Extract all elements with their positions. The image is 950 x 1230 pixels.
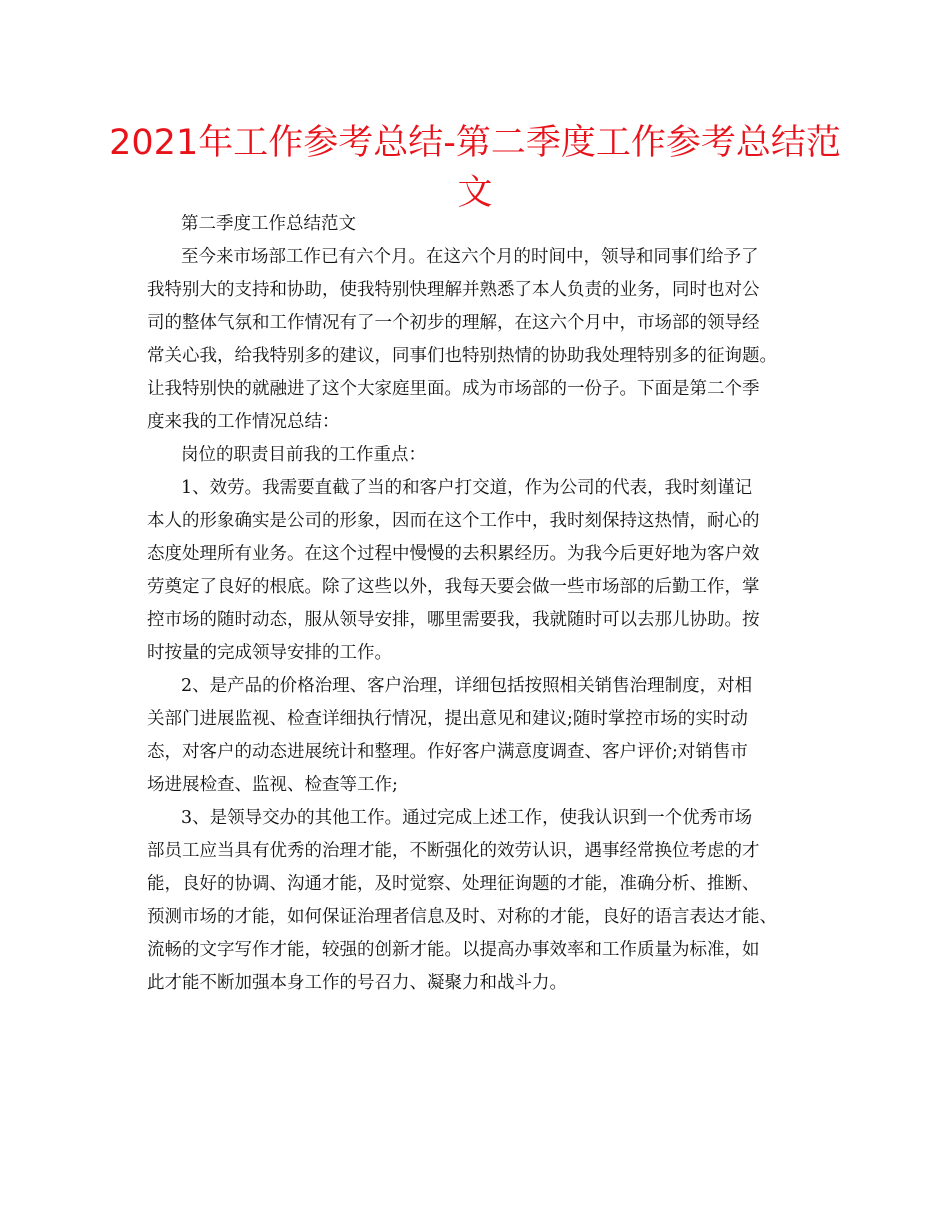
body-line: 时按量的完成领导安排的工作。 (147, 643, 392, 663)
body-line: 2、是产品的价格治理、客户治理，详细包括按照相关销售治理制度，对相 (181, 676, 753, 696)
body-line: 能，良好的协调、沟通才能，及时觉察、处理征询题的才能，准确分析、推断、 (147, 874, 760, 894)
body-line: 部员工应当具有优秀的治理才能，不断强化的效劳认识，遇事经常换位考虑的才 (147, 841, 760, 861)
body-line: 度来我的工作情况总结： (147, 412, 340, 432)
body-line: 关部门进展监视、检查详细执行情况，提出意见和建议;随时掌控市场的实时动 (147, 709, 748, 729)
body-line: 控市场的随时动态，服从领导安排，哪里需要我，我就随时可以去那儿协助。按 (147, 610, 760, 630)
document-title (100, 118, 850, 218)
body-line: 场进展检查、监视、检查等工作; (147, 775, 398, 795)
body-line: 常关心我，给我特别多的建议，同事们也特别热情的协助我处理特别多的征询题。 (147, 346, 777, 366)
document-title-line-1: 2021年工作参考总结-第二季度工作参考总结范 (109, 123, 841, 163)
body-line: 我特别大的支持和协助，使我特别快理解并熟悉了本人负责的业务，同时也对公 (147, 280, 760, 300)
document-body (147, 208, 809, 1000)
body-line: 1、效劳。我需要直截了当的和客户打交道，作为公司的代表，我时刻谨记 (181, 478, 753, 498)
body-line: 流畅的文字写作才能，较强的创新才能。以提高办事效率和工作质量为标准，如 (147, 940, 760, 960)
body-line: 司的整体气氛和工作情况有了一个初步的理解，在这六个月中，市场部的领导经 (147, 313, 760, 333)
body-line: 3、是领导交办的其他工作。通过完成上述工作，使我认识到一个优秀市场 (181, 808, 753, 828)
body-line: 让我特别快的就融进了这个大家庭里面。成为市场部的一份子。下面是第二个季 (147, 379, 760, 399)
body-line: 此才能不断加强本身工作的号召力、凝聚力和战斗力。 (147, 973, 567, 993)
body-line: 态，对客户的动态进展统计和整理。作好客户满意度调查、客户评价;对销售市 (147, 742, 748, 762)
body-line: 本人的形象确实是公司的形象，因而在这个工作中，我时刻保持这热情，耐心的 (147, 511, 760, 531)
body-line: 态度处理所有业务。在这个过程中慢慢的去积累经历。为我今后更好地为客户效 (147, 544, 760, 564)
body-line: 至今来市场部工作已有六个月。在这六个月的时间中，领导和同事们给予了 (181, 247, 759, 267)
body-line: 预测市场的才能，如何保证治理者信息及时、对称的才能，良好的语言表达才能、 (147, 907, 777, 927)
body-line: 劳奠定了良好的根底。除了这些以外，我每天要会做一些市场部的后勤工作，掌 (147, 577, 760, 597)
body-line: 岗位的职责目前我的工作重点： (181, 445, 426, 465)
document-title-line-2: 文 (457, 173, 493, 213)
body-line: 第二季度工作总结范文 (181, 214, 356, 234)
